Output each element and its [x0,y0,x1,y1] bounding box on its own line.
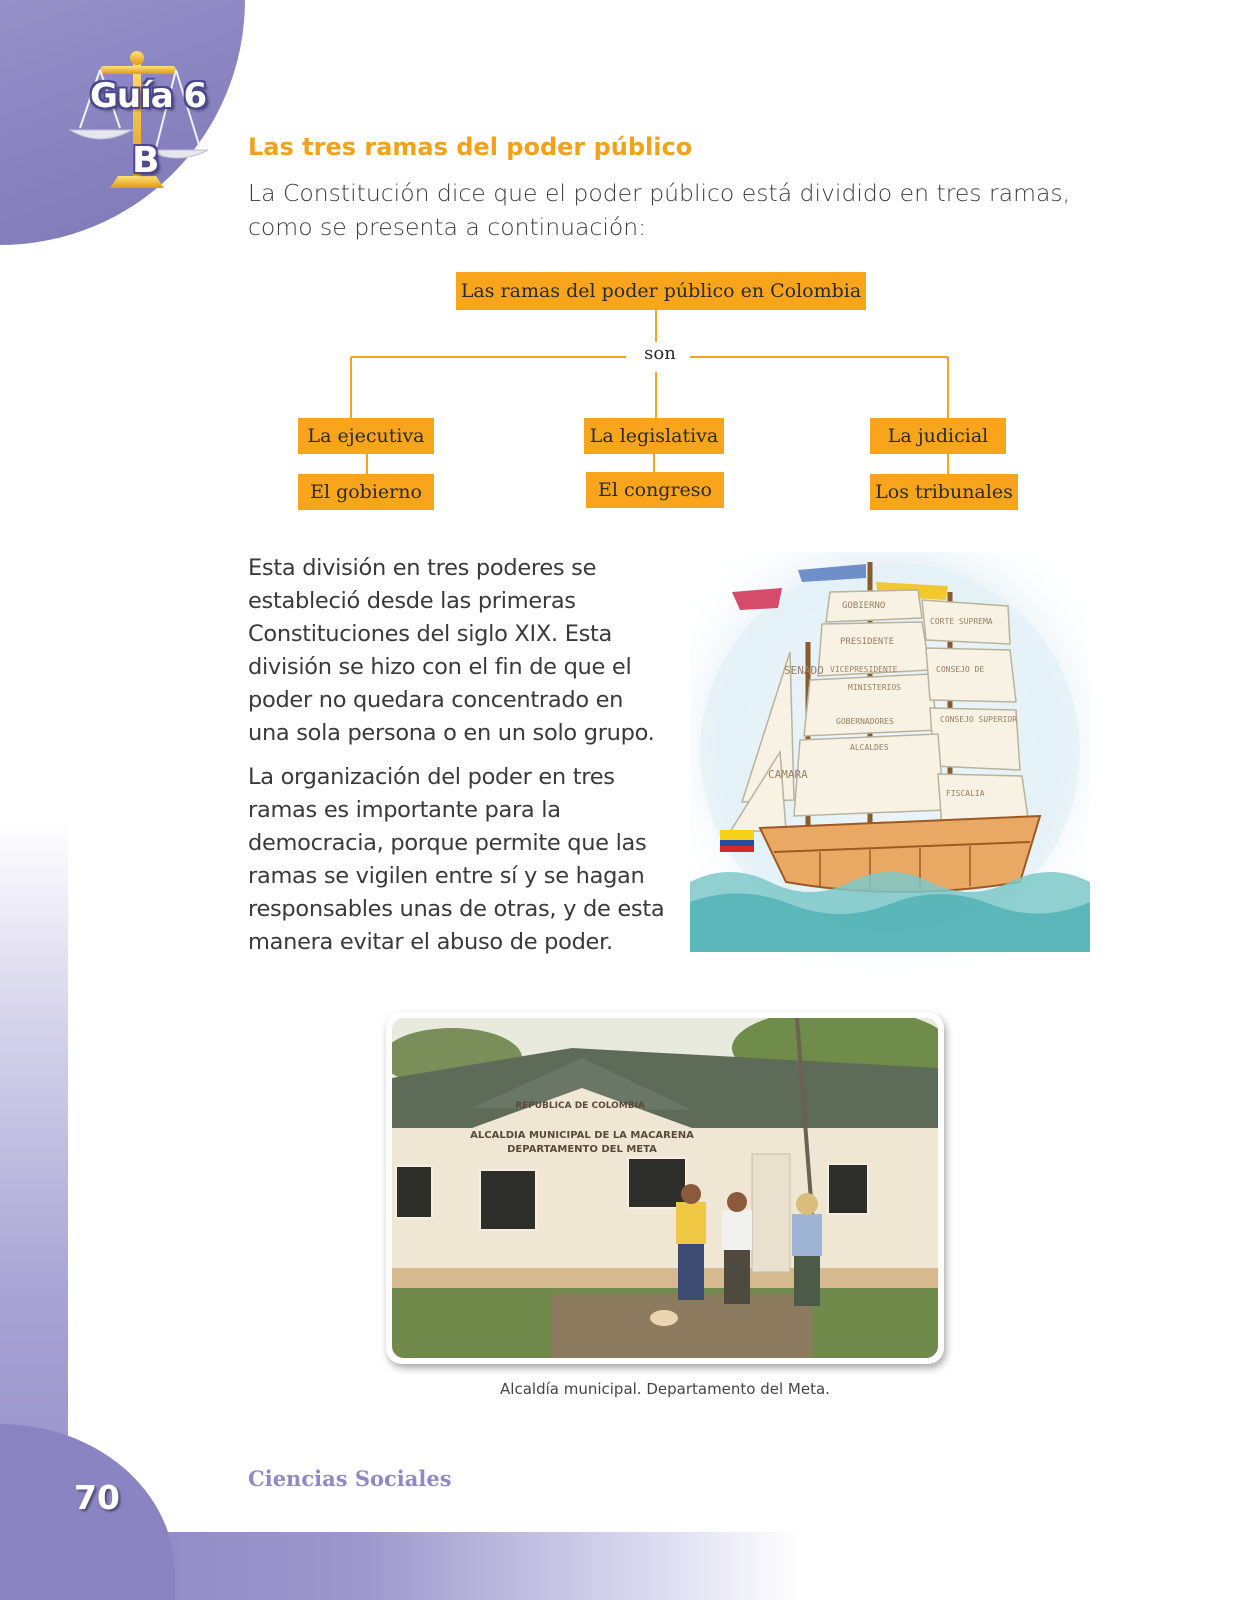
ship-label-alcaldes: ALCALDES [850,743,889,752]
ship-label-camara: CAMARA [768,768,808,781]
body-paragraph: La organización del poder en tres ramas es importante para la democracia, porque permite que las ramas se vigilen entre sí y se hagan responsables unas de otras, y de esta manera evitar el abuso de poder. [248,764,665,955]
diagram-connector-word: son [630,343,690,364]
executive-body-box: El gobierno [298,474,434,510]
ship-of-state-illustration [690,552,1090,972]
judicial-body-box: Los tribunales [870,474,1018,510]
legislative-body-box: El congreso [586,472,724,508]
page-number: 70 [74,1478,120,1517]
town-hall-photo-frame [386,1012,944,1364]
photo-sign-line1: ALCALDIA MUNICIPAL DE LA MACARENA [470,1130,694,1141]
photo-sign-arch: REPUBLICA DE COLOMBIA [515,1101,645,1111]
photo-sign-line2: DEPARTAMENTO DEL META [507,1144,657,1155]
body-text [248,552,668,970]
ship-label-judicatura: CONSEJO SUPERIOR [940,715,1018,724]
ship-label-vicepresidente: VICEPRESIDENTE [830,665,898,674]
ship-label-fiscalia: FISCALIA [946,789,985,798]
diagram-root-box: Las ramas del poder público en Colombia [456,272,866,310]
ship-label-corte: CORTE SUPREMA [930,617,993,626]
branch-legislative-box: La legislativa [584,418,724,454]
ship-label-presidente: PRESIDENTE [840,637,895,647]
branch-executive-box: La ejecutiva [298,418,434,454]
subject-label: Ciencias Sociales [248,1466,452,1491]
town-hall-image [392,1018,938,1358]
ship-label-gobierno: GOBIERNO [842,601,886,611]
branch-judicial-box: La judicial [870,418,1006,454]
intro-paragraph: La Constitución dice que el poder público está dividido en tres ramas, como se presenta a continuación: [248,179,1071,241]
guide-letter: B [132,140,160,181]
scales-of-justice-icon [60,48,230,208]
ship-label-ministerios: MINISTERIOS [848,683,901,692]
guide-badge [60,48,230,208]
photo-caption: Alcaldía municipal. Departamento del Meta. [500,1380,830,1398]
town-hall-photo [392,1018,938,1358]
ship-label-consejo: CONSEJO DE [936,665,985,674]
section-title: Las tres ramas del poder público [248,133,693,161]
ship-label-gobernadores: GOBERNADORES [836,717,894,726]
ship-label-senado: SENADO [784,664,824,677]
guide-number-label: Guía 6 [90,76,207,116]
ship-drawing [690,552,1090,972]
body-paragraph: Esta división en tres poderes se estableció desde las primeras Constituciones del siglo XIX. Esta división se hizo con el fin de que el poder no quedara concentrado en una sola persona o en un solo grupo. [248,555,655,746]
